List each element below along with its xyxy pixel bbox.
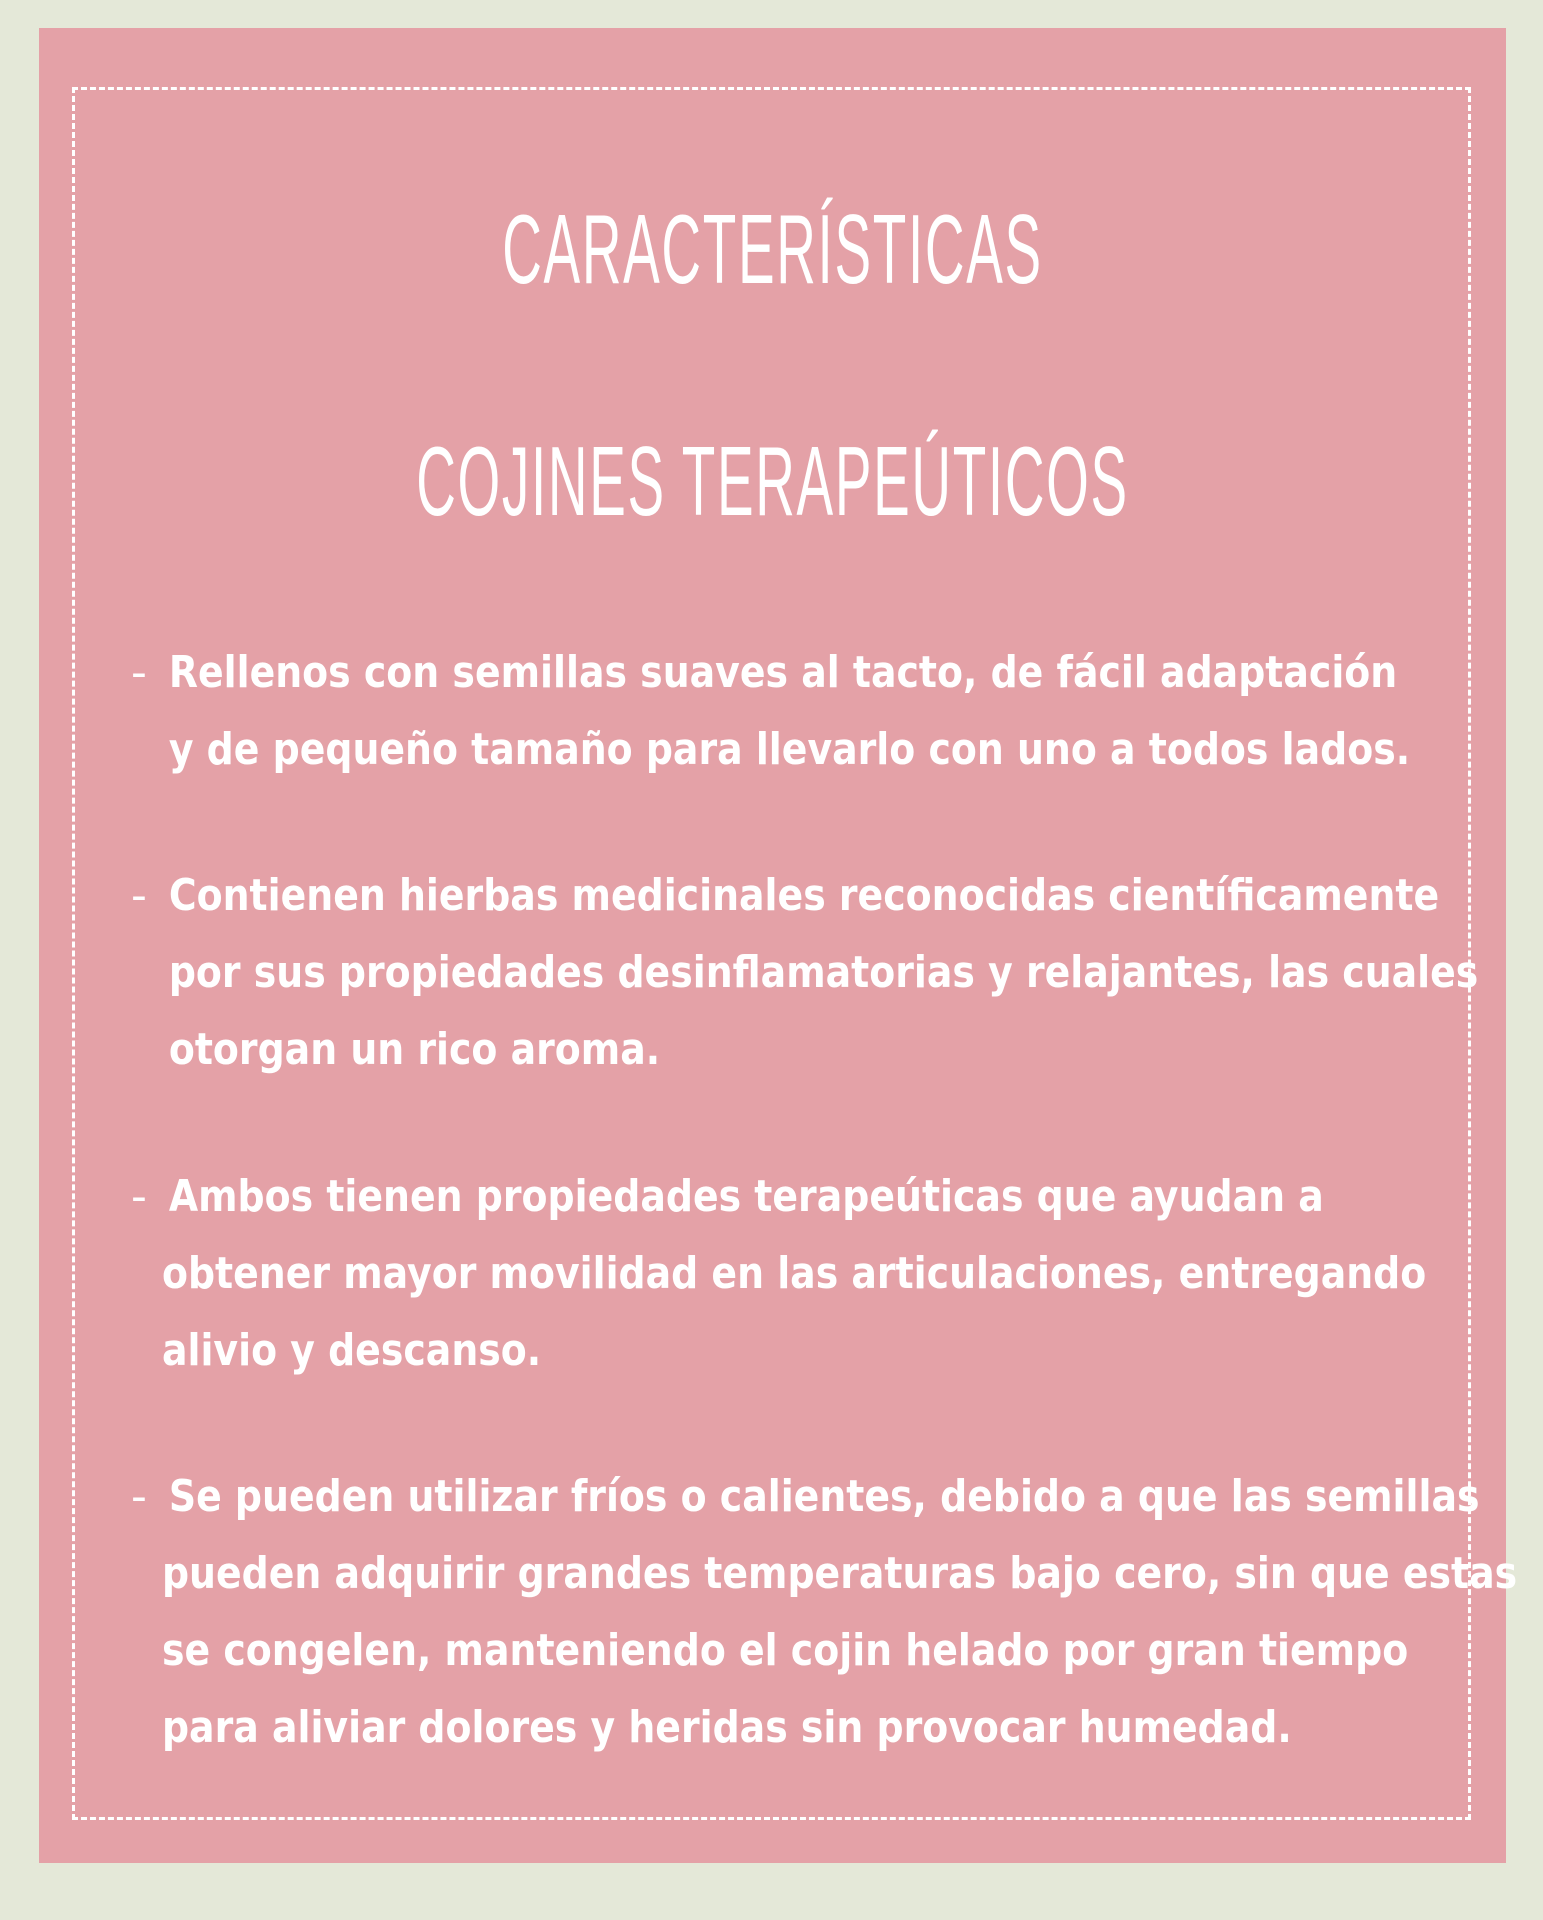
feature-item-line: y de pequeño tamaño para llevarlo con uno a todos lados. <box>168 724 1411 775</box>
feature-item-line: alivio y descanso. <box>161 1325 542 1376</box>
feature-item-line: por sus propiedades desinflamatorias y relajantes, las cuales <box>168 947 1479 998</box>
feature-item-line: pueden adquirir grandes temperaturas bajo cero, sin que estas <box>161 1548 1518 1599</box>
bullet-marker: - <box>131 647 147 698</box>
bullet-marker: - <box>131 1171 147 1222</box>
feature-item-line: Se pueden utilizar fríos o calientes, debido a que las semillas <box>168 1471 1480 1522</box>
bullet-marker: - <box>131 1471 147 1522</box>
feature-item-line: Rellenos con semillas suaves al tacto, de fácil adaptación <box>168 647 1398 698</box>
feature-item-line: para aliviar dolores y heridas sin provocar humedad. <box>161 1702 1292 1753</box>
feature-item-line: Ambos tienen propiedades terapeúticas que ayudan a <box>168 1171 1324 1222</box>
feature-item-filling <box>131 634 1471 788</box>
info-card <box>39 28 1518 1863</box>
bullet-marker: - <box>131 870 147 921</box>
feature-item-line: obtener mayor movilidad en las articulaciones, entregando <box>161 1248 1427 1299</box>
title-line-1: CARACTERÍSTICAS <box>502 194 1043 304</box>
feature-item-therapeutic <box>131 1158 1471 1389</box>
page-title <box>362 133 1184 597</box>
feature-item-temperature <box>131 1458 1518 1766</box>
feature-item-line: Contienen hierbas medicinales reconocidas científicamente <box>168 870 1440 921</box>
title-line-2: COJINES TERAPEÚTICOS <box>416 426 1129 536</box>
feature-item-line: otorgan un rico aroma. <box>168 1024 661 1075</box>
feature-item-line: se congelen, manteniendo el cojin helado por gran tiempo <box>161 1625 1409 1676</box>
feature-item-herbs <box>131 857 1479 1088</box>
